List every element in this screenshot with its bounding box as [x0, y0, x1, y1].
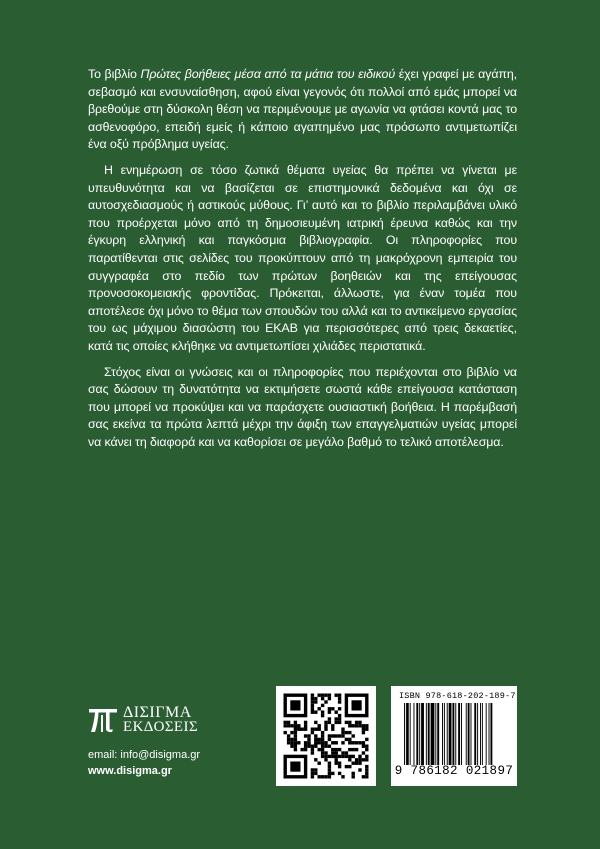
blurb-paragraph-2: Η ενημέρωση σε τόσο ζωτικά θέματα υγείας θα πρέπει να γίνεται με υπευθυνότητα και να βασίζεται σε επιστημονικά δεδομένα και όχι σε αυτοσχεδιασμούς ή αστικούς μύθους. Γι’ αυτό και το βιβλίο περιλαμβάνει υλικό που προέρχεται μόνο από τη δημοσιευμένη ιατρική έρευνα καθώς και την έγκυρη ελληνική και παγκόσμια βιβλιογραφία. Οι πληροφορίες που παρατίθενται στις σελίδες του προκύπτουν από τη μακρόχρονη εμπειρία του συγγραφέα στο πεδίο των πρώτων βοηθειών και της επείγουσας προνοσοκομειακής φροντίδας. Πρόκειται, άλλωστε, για έναν τομέα που αποτέλεσε όχι μόνο το θέμα των σπουδών του αλλά και το αντικείμενο εργασίας του ως μάχιμου διασώστη του ΕΚΑΒ για περισσότερες από τρεις δεκαετίες, κατά τις οποίες κλήθηκε να αντιμετωπίσει χιλιάδες περιστατικά. [88, 162, 517, 353]
publisher-subtitle: ΕΚΔΟΣΕΙΣ [123, 719, 199, 735]
publisher-email[interactable]: email: info@disigma.gr [88, 749, 201, 761]
publisher-block [88, 705, 288, 779]
blurb-p1-rest: έχει γραφεί με αγάπη, σεβασμό και ενσυναίσθηση, αφού είναι γεγονός ότι πολλοί από εμάς μπορεί να βρεθούμε στη δύσκολη θέση να περιμένουμε με αγωνία να φτάσει κοντά μας το ασθενοφόρο, επειδή εμείς ή κάποιο αγαπημένο μας πρόσωπο αντιμετωπίζει ένα οξύ πρόβλημα υγείας. [88, 67, 517, 152]
qr-code [276, 686, 376, 786]
publisher-name: ΔΙΣΙΓΜΑ [123, 704, 192, 721]
pi-logo-icon [88, 705, 118, 735]
book-title: Πρώτες βοήθειες μέσα από τα μάτια του ειδικού [140, 67, 396, 81]
publisher-logo [88, 705, 288, 735]
barcode-icon [404, 703, 504, 765]
back-cover-blurb [88, 66, 517, 451]
publisher-website[interactable]: www.disigma.gr [88, 765, 172, 777]
isbn-label: ISBN 978-618-202-189-7 [399, 691, 516, 701]
publisher-contact [88, 747, 288, 779]
isbn-barcode [391, 686, 517, 786]
qr-code-icon [276, 686, 376, 786]
blurb-paragraph-1 [88, 66, 517, 154]
blurb-paragraph-3: Στόχος είναι οι γνώσεις και οι πληροφορίες που περιέχονται στο βιβλίο να σας δώσουν τη δυνατότητα να εκτιμήσετε σωστά κάθε επείγουσα κατάσταση που μπορεί να προκύψει και να παράσχετε ουσιαστική βοήθεια. Η παρέμβασή σας εκείνα τα πρώτα λεπτά μέχρι την άφιξη των επαγγελματιών υγείας μπορεί να κάνει τη διαφορά και να καθορίσει σε μεγάλο βαθμό το τελικό αποτέλεσμα. [88, 364, 517, 449]
isbn-digits: 9 786182 021897 [394, 764, 514, 778]
publisher-logo-text [123, 705, 198, 735]
blurb-p1-prefix: Το βιβλίο [88, 67, 141, 81]
